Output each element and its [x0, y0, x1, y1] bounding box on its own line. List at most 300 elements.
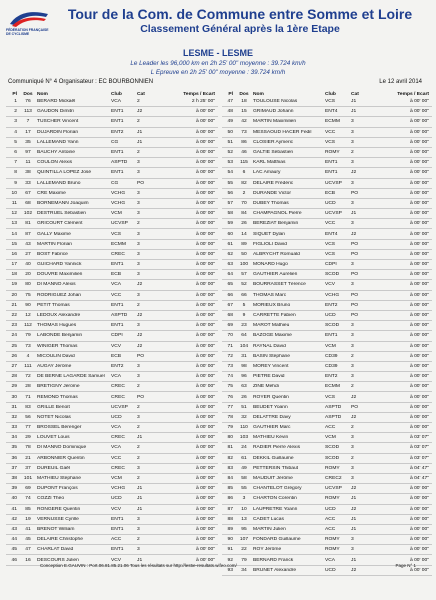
cell-nom: GAUTHIER Aurélien: [253, 272, 298, 278]
cell-cat: J1: [137, 129, 143, 135]
cell-cat: 3: [137, 200, 140, 206]
cell-pl: 46: [11, 557, 17, 563]
cell-nom: ROYER Quentin: [253, 394, 289, 400]
table-row: [222, 433, 432, 443]
cell-pl: 33: [11, 425, 17, 431]
cell-cat: 3: [351, 160, 354, 166]
cell-temps: à 00' 00": [196, 384, 215, 390]
cell-temps: à 00' 00": [196, 231, 215, 237]
cell-dos: 115: [240, 160, 248, 166]
cell-temps: à 00' 00": [196, 394, 215, 400]
cell-dos: 90: [25, 302, 31, 308]
table-row: [222, 423, 432, 433]
cell-cat: J2: [351, 414, 357, 420]
cell-club: ENT1: [111, 262, 124, 268]
cell-dos: 77: [25, 425, 31, 431]
cell-cat: J2: [351, 231, 357, 237]
cell-temps: à 00' 00": [196, 221, 215, 227]
cell-temps: à 00' 00": [410, 547, 429, 553]
cell-club: VCM: [111, 211, 122, 217]
cell-cat: PO: [351, 302, 359, 308]
cell-club: CD39: [325, 363, 338, 369]
stage-heading: LESME - LESME: [182, 48, 253, 58]
cell-cat: 2: [137, 425, 140, 431]
cell-temps: à 00' 00": [410, 139, 429, 145]
cell-cat: 3: [137, 272, 140, 278]
cell-nom: DELAIRE Frédéric: [253, 180, 294, 186]
cell-dos: 45: [25, 537, 31, 543]
cell-club: ENT1: [325, 333, 338, 339]
cell-cat: PO: [351, 241, 359, 247]
cell-club: VCA: [111, 282, 122, 288]
cell-temps: à 00' 00": [410, 516, 429, 522]
cell-pl: 11: [11, 200, 17, 206]
cell-pl: 53: [227, 160, 233, 166]
cell-cat: J1: [137, 557, 143, 563]
cell-club: VCS: [325, 241, 336, 247]
cell-pl: 35: [11, 445, 17, 451]
cell-pl: 77: [227, 404, 233, 410]
cell-dos: 28: [25, 384, 31, 390]
cell-dos: 80: [25, 282, 31, 288]
cell-pl: 78: [227, 414, 233, 420]
cell-dos: 56: [25, 414, 31, 420]
cell-cat: 3: [351, 333, 354, 339]
cell-cat: 3: [351, 537, 354, 543]
table-row: [222, 494, 432, 504]
cell-dos: 101: [23, 476, 33, 482]
cell-dos: 82: [241, 180, 247, 186]
cell-pl: 28: [11, 374, 17, 380]
cell-pl: 24: [11, 333, 17, 339]
cell-pl: 88: [227, 516, 233, 522]
cell-temps: à 00' 00": [410, 384, 429, 390]
cell-temps: à 00' 00": [196, 323, 215, 329]
table-row: [222, 505, 432, 515]
table-row: [6, 413, 218, 423]
table-row: [6, 474, 218, 484]
cell-club: ECB: [325, 190, 336, 196]
cell-nom: ALBRYCHT Romuald: [253, 251, 300, 257]
cell-nom: CHAMPAGNOL Pierre: [253, 211, 302, 217]
cell-club: UCD: [325, 567, 336, 573]
cell-nom: BOURRASSET Térence: [253, 282, 306, 288]
cell-pl: 50: [227, 129, 233, 135]
cell-nom: DI MANNO Dominique: [37, 445, 87, 451]
epreuve-info: L Epreuve en 2h 25' 00" moyenne : 39.724 km/h: [150, 69, 286, 76]
cell-nom: DUREUIL Gaël: [37, 465, 70, 471]
column-header: [222, 88, 432, 97]
cell-nom: CHARTON Corentin: [253, 496, 297, 502]
cell-cat: 3: [137, 374, 140, 380]
table-row: [222, 413, 432, 423]
cell-cat: 3: [137, 170, 140, 176]
cell-pl: 10: [11, 190, 17, 196]
cell-club: ROMY: [325, 547, 340, 553]
cell-dos: 33: [25, 180, 31, 186]
cell-cat: 3: [137, 262, 140, 268]
cell-pl: 8: [14, 170, 17, 176]
cell-temps: à 03' 07": [410, 435, 429, 441]
cell-temps: à 00' 00": [196, 414, 215, 420]
cell-temps: à 00' 00": [196, 292, 215, 298]
cell-cat: 3: [137, 526, 140, 532]
cell-dos: 84: [241, 211, 247, 217]
cell-pl: 72: [227, 353, 233, 359]
cell-cat: 2: [137, 537, 140, 543]
cell-pl: 55: [227, 180, 233, 186]
cell-pl: 4: [14, 129, 17, 135]
table-row: [6, 158, 218, 168]
cell-dos: 19: [25, 516, 31, 522]
cell-nom: DUPONT François: [37, 486, 78, 492]
cell-dos: 81: [25, 221, 31, 227]
cell-cat: PO: [137, 353, 145, 359]
cell-pl: 58: [227, 211, 233, 217]
header-cat: Cat: [351, 92, 359, 97]
cell-cat: J2: [351, 170, 357, 176]
cell-pl: 37: [11, 465, 17, 471]
cell-temps: à 00' 00": [410, 537, 429, 543]
cell-club: ENT1: [111, 323, 124, 329]
cell-club: ROMY: [325, 537, 340, 543]
cell-nom: BORNEMANN Joaquim: [37, 200, 89, 206]
cell-dos: 52: [241, 282, 247, 288]
cell-temps: à 00' 00": [196, 353, 215, 359]
cell-dos: 20: [25, 272, 31, 278]
table-row: [6, 382, 218, 392]
cell-pl: 16: [11, 251, 17, 257]
cell-nom: MOREY Vincent: [253, 363, 289, 369]
cell-cat: 2: [351, 150, 354, 156]
cell-pl: 47: [227, 99, 233, 105]
cell-pl: 19: [11, 282, 17, 288]
cell-dos: 63: [241, 384, 247, 390]
cell-cat: J2: [351, 567, 357, 573]
logo-text: FÉDÉRATION FRANÇAISE DE CYCLISME: [6, 28, 49, 36]
table-row: [6, 199, 218, 209]
cell-club: CREC: [111, 465, 125, 471]
cell-nom: ARBONNIER Quentin: [37, 455, 85, 461]
cell-pl: 44: [11, 537, 17, 543]
leader-info: Le Leader les 96,000 km en 2h 25' 00" moyenne : 39.724 km/h: [130, 60, 306, 67]
cell-nom: BAZOGE Maxime: [253, 333, 292, 339]
cell-club: ENT1: [111, 516, 124, 522]
cell-dos: 73: [25, 343, 31, 349]
cell-cat: 2: [137, 302, 140, 308]
cell-cat: 3: [137, 211, 140, 217]
cell-pl: 81: [227, 445, 233, 451]
cell-dos: 76: [25, 99, 31, 105]
table-row: [6, 321, 218, 331]
header-pl: Pl: [228, 92, 233, 97]
cell-cat: 3: [137, 251, 140, 257]
cell-cat: 3: [351, 221, 354, 227]
cell-cat: J1: [137, 139, 143, 145]
cell-temps: à 00' 00": [410, 231, 429, 237]
cell-dos: 23: [241, 323, 247, 329]
cell-cat: J1: [351, 526, 357, 532]
cell-pl: 90: [227, 537, 233, 543]
table-row: [6, 280, 218, 290]
cell-pl: 39: [11, 486, 17, 492]
cell-club: VCHG: [111, 190, 126, 196]
cell-nom: THOMAS Marc: [253, 292, 287, 298]
cell-temps: à 00' 00": [196, 200, 215, 206]
cell-pl: 57: [227, 200, 233, 206]
cell-pl: 93: [227, 567, 233, 573]
cell-cat: 3: [137, 547, 140, 553]
cell-dos: 87: [25, 231, 31, 237]
cell-cat: PO: [351, 313, 359, 319]
cell-nom: GAUTHIER Marc: [253, 425, 291, 431]
cell-cat: J1: [137, 435, 143, 441]
cell-dos: 55: [241, 486, 247, 492]
cell-dos: 47: [25, 547, 31, 553]
cell-temps: à 00' 00": [410, 486, 429, 492]
table-row: [6, 311, 218, 321]
cell-dos: 40: [25, 262, 31, 268]
cell-dos: 3: [242, 496, 246, 502]
cell-pl: 32: [11, 414, 17, 420]
cell-club: ROMY: [325, 150, 340, 156]
cell-club: VCA: [111, 425, 122, 431]
header-cat: Cat: [137, 92, 145, 97]
cell-temps: à 00' 00": [410, 506, 429, 512]
cell-club: ROMY: [325, 465, 340, 471]
cell-club: ENT4: [325, 109, 338, 115]
cell-dos: 32: [241, 414, 247, 420]
cell-dos: 100: [239, 262, 249, 268]
table-row: [6, 138, 218, 148]
cell-dos: 72: [25, 374, 31, 380]
cell-temps: à 00' 00": [196, 445, 215, 451]
cell-cat: 3: [351, 445, 354, 451]
cell-temps: à 00' 00": [196, 241, 215, 247]
cell-temps: à 00' 00": [410, 211, 429, 217]
cell-club: ECB: [111, 353, 122, 359]
cell-temps: à 00' 00": [196, 435, 215, 441]
cell-dos: 31: [241, 353, 247, 359]
cell-temps: à 04' 47": [410, 476, 429, 482]
cell-pl: 30: [11, 394, 17, 400]
cell-club: UCVSP: [325, 180, 342, 186]
cell-cat: 3: [351, 262, 354, 268]
cell-cat: PO: [137, 394, 145, 400]
cell-temps: à 00' 00": [196, 516, 215, 522]
cell-dos: 35: [25, 139, 31, 145]
table-row: [6, 494, 218, 504]
cell-cat: J1: [351, 99, 357, 105]
table-row: [6, 372, 218, 382]
cell-pl: 17: [11, 262, 17, 268]
cell-pl: 52: [227, 150, 233, 156]
cell-temps: à 00' 00": [410, 343, 429, 349]
cell-cat: 3: [137, 190, 140, 196]
cell-cat: 2: [137, 445, 140, 451]
cell-pl: 38: [11, 476, 17, 482]
table-row: [6, 168, 218, 178]
table-row: [222, 148, 432, 158]
cell-nom: QUINTILLA LOPEZ José: [37, 170, 92, 176]
page-number: Page N° 1: [395, 563, 416, 568]
cell-dos: 71: [25, 394, 31, 400]
cell-nom: FIGLIOLI David: [253, 241, 287, 247]
cell-temps: à 00' 00": [196, 333, 215, 339]
cell-temps: à 00' 00": [196, 282, 215, 288]
cell-temps: à 00' 00": [410, 272, 429, 278]
cell-nom: THOMAS Hugues: [37, 323, 77, 329]
cell-nom: MARTIN Florian: [37, 241, 72, 247]
cell-pl: 21: [11, 302, 17, 308]
cell-cat: 2: [137, 455, 140, 461]
cell-club: CG: [111, 139, 119, 145]
cell-pl: 15: [11, 241, 17, 247]
cell-dos: 42: [241, 119, 247, 125]
cell-dos: 86: [241, 139, 247, 145]
cell-nom: CRE Maxime: [37, 190, 66, 196]
cell-cat: 3: [137, 414, 140, 420]
cell-nom: DUJARDIN Florian: [37, 129, 79, 135]
table-row: [6, 342, 218, 352]
cell-dos: 49: [241, 465, 247, 471]
cell-dos: 22: [241, 547, 247, 553]
cell-club: VCA: [111, 99, 122, 105]
cell-pl: 65: [227, 282, 233, 288]
table-row: [222, 382, 432, 392]
cell-nom: BAUCHY Antoine: [37, 150, 75, 156]
cell-nom: LAC Amaury: [253, 170, 281, 176]
cell-temps: à 00' 00": [410, 251, 429, 257]
cell-dos: 4: [26, 353, 30, 359]
table-row: [6, 423, 218, 433]
header-pl: Pl: [12, 92, 17, 97]
cell-pl: 71: [227, 343, 233, 349]
cell-club: ENT1: [111, 170, 124, 176]
cell-temps: à 00' 00": [196, 496, 215, 502]
cell-club: ACC: [111, 537, 122, 543]
cell-temps: à 00' 00": [196, 272, 215, 278]
table-row: [222, 403, 432, 413]
cell-temps: à 00' 00": [196, 180, 215, 186]
cell-temps: à 00' 00": [410, 129, 429, 135]
cell-club: ENT1: [111, 119, 124, 125]
cell-cat: PO: [351, 272, 359, 278]
cell-pl: 13: [11, 221, 17, 227]
cell-club: VCHG: [111, 486, 126, 492]
cell-dos: 57: [241, 272, 247, 278]
cell-temps: à 00' 00": [410, 526, 429, 532]
table-row: [222, 117, 432, 127]
cell-temps: à 00' 00": [410, 363, 429, 369]
cell-temps: à 00' 00": [410, 557, 429, 563]
cell-pl: 54: [227, 170, 233, 176]
cell-dos: 107: [239, 537, 249, 543]
table-row: [6, 352, 218, 362]
cell-nom: DESCOURS Julien: [37, 557, 79, 563]
cell-cat: J1: [351, 109, 357, 115]
cell-nom: CHANTELOT Grégory: [253, 486, 302, 492]
cell-club: VCV: [111, 557, 122, 563]
table-row: [6, 545, 218, 555]
cell-nom: BROSSEL Bérenger: [37, 425, 82, 431]
table-row: [222, 138, 432, 148]
page-title: Tour de la Com. de Commune entre Somme et Loire: [67, 6, 413, 22]
cell-dos: 102: [23, 211, 33, 217]
cell-club: VCM: [325, 343, 336, 349]
cell-cat: 3: [351, 363, 354, 369]
cell-club: VCC: [111, 292, 122, 298]
cell-dos: 18: [241, 99, 247, 105]
cell-cat: 3: [351, 200, 354, 206]
cell-dos: 12: [25, 313, 31, 319]
cell-cat: 2: [351, 455, 354, 461]
table-row: [222, 270, 432, 280]
table-row: [222, 128, 432, 138]
table-row: [222, 362, 432, 372]
cell-nom: MORIEUX Bruno: [253, 302, 291, 308]
cell-club: UCD: [111, 414, 122, 420]
cell-club: ROMY: [325, 496, 340, 502]
cell-club: UCVSP: [325, 211, 342, 217]
cell-club: ACC: [325, 526, 336, 532]
cell-cat: 2: [351, 353, 354, 359]
cell-nom: MAUDUIT Jérôme: [253, 476, 293, 482]
cell-temps: à 00' 00": [410, 323, 429, 329]
table-row: [222, 158, 432, 168]
cell-cat: J2: [351, 486, 357, 492]
cell-temps: à 00' 00": [196, 262, 215, 268]
header-temps: Temps / Ecart: [397, 92, 429, 97]
cell-club: VCV: [111, 506, 122, 512]
cell-pl: 36: [11, 455, 17, 461]
cell-temps: à 00' 00": [410, 190, 429, 196]
cell-club: VCC: [325, 221, 336, 227]
table-row: [6, 97, 218, 107]
cell-pl: 69: [227, 323, 233, 329]
table-row: [6, 291, 218, 301]
table-row: [222, 474, 432, 484]
cell-pl: 73: [227, 363, 233, 369]
cell-nom: ZINE Mehdi: [253, 384, 279, 390]
cell-club: UCD: [111, 496, 122, 502]
cell-cat: 3: [137, 241, 140, 247]
table-row: [222, 260, 432, 270]
cell-club: VCS: [325, 251, 336, 257]
cell-club: VCV: [325, 282, 336, 288]
table-row: [6, 209, 218, 219]
cell-cat: 3: [137, 231, 140, 237]
table-row: [6, 362, 218, 372]
cell-pl: 26: [11, 353, 17, 359]
table-row: [222, 250, 432, 260]
cell-nom: LAUPRETRE Yoann: [253, 506, 298, 512]
cell-dos: 13: [241, 516, 247, 522]
cell-temps: à 00' 00": [196, 363, 215, 369]
cell-temps: à 00' 00": [410, 567, 429, 573]
cell-nom: DEKKIL Guillaume: [253, 455, 294, 461]
cell-dos: 2: [242, 190, 246, 196]
cell-pl: 74: [227, 374, 233, 380]
cell-nom: BERARD Mickaël: [37, 99, 76, 105]
cell-dos: 112: [24, 323, 32, 329]
cell-club: UCD: [325, 313, 336, 319]
cell-temps: à 00' 00": [196, 455, 215, 461]
cell-club: UCVSP: [111, 404, 128, 410]
cell-nom: SIQUET Dylan: [253, 231, 285, 237]
cell-club: ASPTD: [111, 160, 128, 166]
table-row: [222, 331, 432, 341]
